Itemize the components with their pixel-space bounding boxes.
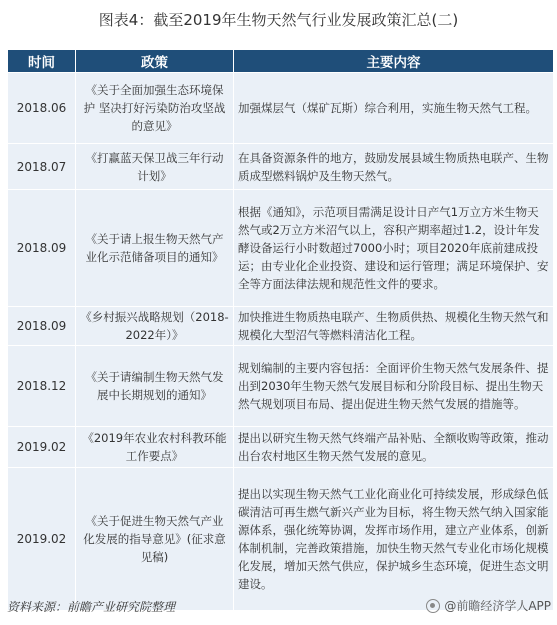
row-time: 2019.02 — [8, 427, 76, 468]
row-content: 规划编制的主要内容包括：全面评价生物天然气发展条件、提出到2030年生物天然气发展目标和分阶段目标、提出生物天然气规划项目布局、提出促进生物天然气发展的措施等。 — [234, 346, 554, 427]
brand-label: @前瞻经济学人APP — [444, 599, 551, 613]
row-policy: 《关于全面加强生态环境保护 坚决打好污染防治攻坚战的意见》 — [76, 73, 234, 144]
row-content: 加快推进生物质热电联产、生物质供热、规模化生物天然气和规模化大型沼气等燃料清洁化工程。 — [234, 307, 554, 346]
brand-logo-icon — [426, 599, 440, 613]
table-row — [8, 346, 554, 427]
row-content: 提出以研究生物天然气终端产品补贴、全额收购等政策，推动出台农村地区生物天然气发展的意见。 — [234, 427, 554, 468]
row-time: 2019.02 — [8, 468, 76, 611]
brand-watermark — [426, 597, 551, 614]
row-policy: 《乡村振兴战略规划（2018-2022年）》 — [76, 307, 234, 346]
table-row — [8, 307, 554, 346]
header-time: 时间 — [8, 50, 76, 73]
row-time: 2018.09 — [8, 190, 76, 307]
table-row — [8, 144, 554, 190]
table-row — [8, 427, 554, 468]
row-content: 根据《通知》，示范项目需满足设计日产气1万立方米生物天然气或2万立方米沼气以上，容积产期率超过1.2，设计年发酵设备运行小时数超过7000小时；项目2020年底前建成投运；由专业化企业投资、建设和运行管理；满足环境保护、安全等方面法律法规和规范性文件的要求。 — [234, 190, 554, 307]
policy-table — [7, 49, 554, 611]
table-row — [8, 73, 554, 144]
row-policy: 《关于请编制生物天然气发展中长期规划的通知》 — [76, 346, 234, 427]
table-row — [8, 468, 554, 611]
header-policy: 政策 — [76, 50, 234, 73]
source-note: 资料来源：前瞻产业研究院整理 — [7, 600, 176, 614]
row-content: 在具备资源条件的地方，鼓励发展县域生物质热电联产、生物质成型燃料锅炉及生物天然气。 — [234, 144, 554, 190]
table-row — [8, 190, 554, 307]
row-policy: 《关于促进生物天然气产业化发展的指导意见》(征求意见稿) — [76, 468, 234, 611]
table-header-row — [8, 50, 554, 73]
header-content: 主要内容 — [234, 50, 554, 73]
row-policy: 《2019年农业农村科教环能工作要点》 — [76, 427, 234, 468]
row-content: 加强煤层气（煤矿瓦斯）综合利用，实施生物天然气工程。 — [234, 73, 554, 144]
row-time: 2018.12 — [8, 346, 76, 427]
row-time: 2018.09 — [8, 307, 76, 346]
row-policy: 《关于请上报生物天然气产业化示范储备项目的通知》 — [76, 190, 234, 307]
chart-title: 图表4：截至2019年生物天然气行业发展政策汇总(二) — [98, 11, 459, 29]
row-content: 提出以实现生物天然气工业化商业化可持续发展，形成绿色低碳清洁可再生燃气新兴产业为目标，将生物天然气纳入国家能源体系，强化统筹协调，发挥市场作用，建立产业体系，创新体制机制，完善政策措施，加快生物天然气专业化市场化规模化发展，增加天然气供应，保护城乡生态环境，促进生态文明建设。 — [234, 468, 554, 611]
row-time: 2018.06 — [8, 73, 76, 144]
row-time: 2018.07 — [8, 144, 76, 190]
row-policy: 《打赢蓝天保卫战三年行动计划》 — [76, 144, 234, 190]
